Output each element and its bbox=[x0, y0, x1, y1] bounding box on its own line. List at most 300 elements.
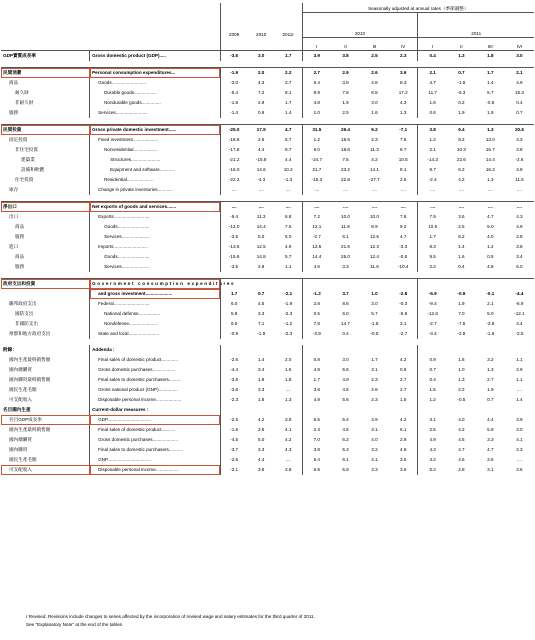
value-cell: 1.8 bbox=[257, 376, 265, 382]
value-cell: 3.4 bbox=[516, 253, 523, 259]
value-cell: -0.3 bbox=[399, 300, 408, 306]
value-cell: 3.0 bbox=[257, 52, 265, 58]
value-cell: .... bbox=[360, 202, 389, 213]
value-cell: -3.0 bbox=[220, 78, 247, 88]
value-cell: .... bbox=[285, 456, 291, 462]
value-cell: 2.9 bbox=[516, 366, 523, 372]
value-cell: 1.2 bbox=[487, 243, 494, 249]
value-cell: -2.4 bbox=[418, 175, 447, 185]
value-cell: 0.4 bbox=[418, 51, 447, 62]
value-cell: -1.8 bbox=[220, 98, 247, 108]
value-cell: .... bbox=[476, 202, 505, 213]
table-row bbox=[1, 135, 534, 145]
value-cell: 4.2 bbox=[257, 416, 265, 422]
value-cell: 4.8 bbox=[371, 79, 378, 85]
row-label-zh: 服務 bbox=[1, 108, 90, 118]
value-cell: 2.0 bbox=[248, 68, 275, 79]
row-label-zh: 固定投資 bbox=[1, 135, 90, 145]
value-cell: -1.2 bbox=[302, 289, 331, 299]
row-label-zh: 庫存 bbox=[1, 185, 90, 195]
value-cell: -0.9 bbox=[457, 290, 466, 296]
value-cell: 21.7 bbox=[302, 165, 331, 175]
row-label-zh: 名目GDP成長率 bbox=[1, 415, 90, 425]
value-cell: 1.2 bbox=[302, 135, 331, 145]
row-label-zh: 聯邦政府支出 bbox=[1, 299, 90, 309]
value-cell: 2.9 bbox=[257, 263, 265, 269]
value-cell: 0.7 bbox=[418, 365, 447, 375]
value-cell: 4.2 bbox=[400, 356, 407, 362]
row-label-en: Personal consumption expenditures... bbox=[90, 68, 221, 79]
value-cell: 2.6 bbox=[516, 466, 523, 472]
value-cell: 6.0 bbox=[220, 299, 247, 309]
value-cell: 3.5 bbox=[400, 456, 407, 462]
value-cell: -7.1 bbox=[389, 125, 418, 136]
value-cell: 3.0 bbox=[516, 52, 523, 58]
value-cell: 14.4 bbox=[256, 223, 266, 229]
value-cell: 6.8 bbox=[302, 465, 331, 475]
value-cell: -9.4 bbox=[418, 299, 447, 309]
value-cell bbox=[389, 345, 418, 355]
value-cell: -3.9 bbox=[302, 329, 331, 339]
value-cell: 7.2 bbox=[302, 212, 331, 222]
value-cell: 15.7 bbox=[485, 146, 495, 152]
value-cell: -1.6 bbox=[457, 79, 466, 85]
value-cell: 1.6 bbox=[458, 253, 465, 259]
value-cell: -1.8 bbox=[370, 320, 379, 326]
value-cell: 10.3 bbox=[456, 146, 466, 152]
value-cell: -1.9 bbox=[284, 300, 293, 306]
row-label-zh: 非住宅投資 bbox=[1, 145, 90, 155]
value-cell: 8.1 bbox=[400, 166, 407, 172]
value-cell: 1.9 bbox=[458, 109, 465, 115]
value-cell: -12.6 bbox=[418, 309, 447, 319]
value-cell: 0.7 bbox=[516, 109, 523, 115]
table-row bbox=[1, 279, 534, 290]
value-cell: -25.0 bbox=[220, 125, 247, 136]
value-cell: 5.7 bbox=[284, 253, 292, 259]
row-label-zh: 國防支出 bbox=[1, 309, 90, 319]
value-cell: -27.7 bbox=[369, 176, 380, 182]
row-label-en: Nonresidential................... bbox=[104, 146, 158, 152]
value-cell: -12.0 bbox=[220, 222, 247, 232]
value-cell: 2.9 bbox=[257, 99, 265, 105]
value-cell: 2.2 bbox=[275, 68, 302, 79]
value-cell: 2.7 bbox=[400, 386, 407, 392]
value-cell bbox=[418, 405, 447, 415]
value-cell: -14.3 bbox=[418, 155, 447, 165]
value-cell: 23.2 bbox=[341, 166, 350, 172]
value-cell: -5.4 bbox=[220, 88, 247, 98]
row-label-zh bbox=[1, 289, 90, 299]
value-cell bbox=[389, 405, 418, 415]
value-cell: 8.8 bbox=[371, 89, 378, 95]
value-cell: 0.9 bbox=[400, 366, 407, 372]
value-cell: 1.0 bbox=[302, 108, 331, 118]
value-cell: -2.3 bbox=[399, 243, 408, 249]
value-cell: 0.4 bbox=[516, 99, 523, 105]
value-cell: 6.7 bbox=[284, 136, 292, 142]
value-cell: 8.7 bbox=[284, 146, 292, 152]
value-cell: 8.3 bbox=[418, 242, 447, 252]
value-cell: 4.2 bbox=[458, 426, 465, 432]
value-cell bbox=[302, 345, 331, 355]
value-cell: .... bbox=[220, 185, 247, 195]
value-cell: -2.6 bbox=[220, 455, 247, 465]
value-cell: 3.7 bbox=[342, 290, 349, 296]
row-label-en: State and local........................ bbox=[98, 330, 160, 336]
value-cell: -0.5 bbox=[370, 330, 379, 336]
value-cell: 16.2 bbox=[485, 166, 495, 172]
table-row bbox=[1, 425, 534, 435]
value-cell: 3.0 bbox=[371, 300, 378, 306]
value-cell: 1.8 bbox=[284, 376, 292, 382]
table-row bbox=[1, 355, 534, 365]
value-cell: 3.6 bbox=[257, 466, 265, 472]
value-cell: 1.7 bbox=[476, 68, 505, 79]
value-cell: 0.2 bbox=[458, 99, 465, 105]
table-row bbox=[1, 289, 534, 299]
value-cell: -5.3 bbox=[457, 89, 466, 95]
value-cell: -2.3 bbox=[220, 395, 247, 405]
value-cell: .... bbox=[248, 202, 275, 213]
header-quarter: III bbox=[360, 38, 389, 51]
value-cell: -0.5 bbox=[486, 99, 495, 105]
value-cell: 7.1 bbox=[257, 320, 265, 326]
value-cell: 4.8 bbox=[302, 365, 331, 375]
value-cell: -5.9 bbox=[399, 310, 408, 316]
value-cell: 22.8 bbox=[341, 176, 350, 182]
value-cell: -2.5 bbox=[515, 330, 524, 336]
table-body bbox=[1, 51, 534, 476]
value-cell: 3.8 bbox=[342, 52, 349, 58]
value-cell: -3.4 bbox=[418, 329, 447, 339]
value-cell: 7.8 bbox=[342, 89, 349, 95]
value-cell bbox=[248, 405, 275, 415]
value-cell: 2.1 bbox=[418, 68, 447, 79]
value-cell: 1.7 bbox=[284, 52, 292, 58]
value-cell: 3.6 bbox=[389, 68, 418, 79]
value-cell: .... bbox=[516, 186, 522, 192]
row-label-en: Disposable personal income.................... bbox=[98, 396, 182, 402]
value-cell: 4.4 bbox=[257, 456, 265, 462]
value-cell: -0.9 bbox=[220, 329, 247, 339]
value-cell: -21.2 bbox=[220, 155, 247, 165]
value-cell: 3.8 bbox=[302, 445, 331, 455]
value-cell: 7.5 bbox=[342, 156, 349, 162]
table-row bbox=[1, 108, 534, 118]
header-group-2011: 2011 bbox=[418, 13, 534, 38]
value-cell: 1.2 bbox=[418, 395, 447, 405]
value-cell: 4.9 bbox=[302, 395, 331, 405]
value-cell: 1.6 bbox=[418, 98, 447, 108]
value-cell: 7.8 bbox=[400, 213, 407, 219]
value-cell: 1.4 bbox=[257, 356, 265, 362]
value-cell: 4.9 bbox=[418, 435, 447, 445]
value-cell: 6.2 bbox=[458, 166, 465, 172]
value-cell: 0.4 bbox=[342, 330, 349, 336]
value-cell: 4.7 bbox=[487, 213, 494, 219]
value-cell bbox=[302, 279, 331, 290]
value-cell: 4.3 bbox=[516, 213, 523, 219]
row-label-zh: 建築業 bbox=[1, 155, 90, 165]
value-cell: 4.0 bbox=[458, 416, 465, 422]
footnotes bbox=[26, 613, 315, 630]
value-cell: .... bbox=[516, 456, 522, 462]
value-cell: -9.4 bbox=[220, 212, 247, 222]
value-cell: -3.5 bbox=[220, 232, 247, 242]
value-cell: 9.2 bbox=[360, 125, 389, 136]
value-cell: 12.5 bbox=[302, 242, 331, 252]
value-cell: 4.4 bbox=[284, 156, 292, 162]
value-cell: -4.5 bbox=[220, 435, 247, 445]
value-cell: 2.5 bbox=[371, 52, 378, 58]
value-cell: -4.4 bbox=[220, 365, 247, 375]
value-cell: 5.0 bbox=[257, 233, 265, 239]
value-cell: 22.6 bbox=[456, 156, 466, 162]
value-cell: 5.6 bbox=[342, 366, 349, 372]
value-cell: 8.7 bbox=[418, 165, 447, 175]
value-cell: 5.7 bbox=[371, 310, 378, 316]
table-row bbox=[1, 78, 534, 88]
value-cell: 12.5 bbox=[256, 243, 266, 249]
value-cell: 1.0 bbox=[458, 366, 465, 372]
header-year-2010: 2010 bbox=[256, 31, 267, 37]
value-cell: 1.4 bbox=[516, 396, 523, 402]
row-label-zh: 國內購買最終銷售額 bbox=[1, 375, 90, 385]
value-cell: 5.3 bbox=[342, 446, 349, 452]
row-label-en: Goods........................... bbox=[98, 79, 147, 85]
table-row bbox=[1, 345, 534, 355]
header-quarter: II bbox=[331, 38, 360, 51]
value-cell: 6.4 bbox=[447, 125, 476, 136]
row-label-en: Gross private domestic investment...... bbox=[90, 125, 221, 136]
value-cell: 17.2 bbox=[398, 89, 408, 95]
value-cell: 4.7 bbox=[418, 78, 447, 88]
value-cell: 2.9 bbox=[331, 68, 360, 79]
value-cell bbox=[331, 405, 360, 415]
value-cell: 1.4 bbox=[284, 109, 292, 115]
value-cell: .... bbox=[275, 202, 302, 213]
value-cell: -3.5 bbox=[220, 51, 247, 62]
row-label-zh: 可支配收入 bbox=[1, 395, 90, 405]
value-cell: 1.7 bbox=[284, 99, 292, 105]
value-cell: 2.6 bbox=[360, 68, 389, 79]
row-label-en: Fixed investment.................... bbox=[98, 136, 159, 142]
value-cell bbox=[360, 279, 389, 290]
table-row bbox=[1, 405, 534, 415]
header-year-2011: 2011r bbox=[282, 31, 294, 37]
value-cell: -3.7 bbox=[220, 445, 247, 455]
row-label-zh: 國內購買 bbox=[1, 445, 90, 455]
value-cell: 7.0 bbox=[302, 435, 331, 445]
value-cell: 5.7 bbox=[487, 89, 494, 95]
value-cell: 1.1 bbox=[516, 356, 523, 362]
value-cell: -22.2 bbox=[220, 175, 247, 185]
value-cell: 2.3 bbox=[371, 136, 378, 142]
value-cell: 14.1 bbox=[370, 166, 379, 172]
value-cell: 2.6 bbox=[257, 136, 265, 142]
table-row bbox=[1, 299, 534, 309]
header-quarter: IIIr bbox=[476, 38, 505, 51]
value-cell: 12.4 bbox=[370, 253, 379, 259]
value-cell: 1.9 bbox=[487, 386, 494, 392]
value-cell: 1.6 bbox=[284, 366, 292, 372]
value-cell: 10.6 bbox=[418, 222, 447, 232]
value-cell: 1.4 bbox=[458, 243, 465, 249]
value-cell: .... bbox=[516, 386, 522, 392]
value-cell: 3.9 bbox=[284, 416, 292, 422]
value-cell: 2.0 bbox=[284, 356, 292, 362]
value-cell: 6.2 bbox=[458, 233, 465, 239]
value-cell: 5.0 bbox=[487, 223, 494, 229]
value-cell: 6.2 bbox=[342, 436, 349, 442]
row-label-zh: 住宅投資 bbox=[1, 175, 90, 185]
row-label-en: GDP.................................. bbox=[90, 415, 221, 425]
row-label-zh: 國內生產最終銷售額 bbox=[1, 355, 90, 365]
value-cell: -0.5 bbox=[457, 396, 466, 402]
value-cell: 1.0 bbox=[371, 290, 378, 296]
row-label-zh: 可支配收入 bbox=[1, 465, 90, 475]
row-label-en: Durable goods.................. bbox=[104, 89, 157, 95]
value-cell: 4.1 bbox=[516, 436, 523, 442]
value-cell: 4.3 bbox=[257, 79, 265, 85]
value-cell: 6.1 bbox=[400, 426, 407, 432]
table-row bbox=[1, 309, 534, 319]
row-label-en: Goods......................... bbox=[104, 223, 150, 229]
value-cell: 4.5 bbox=[458, 436, 465, 442]
value-cell: 2.1 bbox=[418, 145, 447, 155]
value-cell: 2.7 bbox=[400, 376, 407, 382]
value-cell: 18.6 bbox=[341, 146, 350, 152]
value-cell bbox=[505, 345, 534, 355]
value-cell: 14.8 bbox=[256, 253, 266, 259]
table-row bbox=[1, 465, 534, 475]
value-cell: -2.7 bbox=[399, 330, 408, 336]
value-cell: -2.3 bbox=[284, 310, 293, 316]
value-cell: 2.2 bbox=[418, 262, 447, 272]
value-cell: .... bbox=[302, 202, 331, 213]
row-label-en: Services...................... bbox=[104, 263, 150, 269]
value-cell: 4.8 bbox=[487, 263, 494, 269]
row-label-zh: 淨出口 bbox=[1, 202, 90, 213]
value-cell: 3.1 bbox=[487, 466, 494, 472]
value-cell: 3.5 bbox=[400, 466, 407, 472]
row-label-zh: 商品 bbox=[1, 222, 90, 232]
value-cell: 2.1 bbox=[505, 68, 534, 79]
row-label-zh: GDP實質成長率 bbox=[1, 51, 90, 62]
value-cell bbox=[275, 405, 302, 415]
value-cell bbox=[476, 345, 505, 355]
value-cell: 7.8 bbox=[302, 319, 331, 329]
value-cell: 5.9 bbox=[342, 466, 349, 472]
row-label-en: Gross domestic product (GDP)..... bbox=[92, 52, 166, 58]
value-cell: 1.1 bbox=[284, 263, 292, 269]
value-cell: -2.1 bbox=[284, 290, 293, 296]
table-row bbox=[1, 415, 534, 425]
value-cell: 8.8 bbox=[342, 300, 349, 306]
row-label-en: Government consumption expenditures bbox=[90, 279, 221, 290]
value-cell: 3.1 bbox=[371, 366, 378, 372]
value-cell bbox=[275, 345, 302, 355]
value-cell: 4.9 bbox=[516, 223, 523, 229]
value-cell: 3.8 bbox=[516, 243, 523, 249]
value-cell: 2.8 bbox=[371, 386, 378, 392]
value-cell: 12.1 bbox=[302, 222, 331, 232]
value-cell: 4.0 bbox=[487, 233, 494, 239]
value-cell: 6.0 bbox=[342, 310, 349, 316]
value-cell: .... bbox=[418, 202, 447, 213]
value-cell: -2.6 bbox=[515, 156, 524, 162]
row-label-zh: 設備和軟體 bbox=[1, 165, 90, 175]
value-cell: -16.0 bbox=[220, 165, 247, 175]
value-cell bbox=[418, 345, 447, 355]
value-cell: .... bbox=[447, 202, 476, 213]
header-quarter: IV bbox=[389, 38, 418, 51]
value-cell bbox=[302, 405, 331, 415]
value-cell: 2.3 bbox=[371, 376, 378, 382]
value-cell: 3.9 bbox=[302, 51, 331, 62]
value-cell: 7.5 bbox=[400, 136, 407, 142]
value-cell: 8.7 bbox=[400, 146, 407, 152]
value-cell: 14.6 bbox=[256, 166, 266, 172]
row-label-zh: 商品 bbox=[1, 252, 90, 262]
value-cell: 3.0 bbox=[342, 356, 349, 362]
row-label-en: Imports........................... bbox=[98, 243, 148, 249]
value-cell bbox=[476, 279, 505, 290]
value-cell: 8.1 bbox=[284, 89, 292, 95]
value-cell: 2.0 bbox=[516, 426, 523, 432]
row-label-en: Structures....................... bbox=[110, 156, 161, 162]
value-cell: 0.8 bbox=[302, 355, 331, 365]
value-cell: -5.9 bbox=[418, 289, 447, 299]
value-cell bbox=[360, 405, 389, 415]
table-row bbox=[1, 455, 534, 465]
header-quarter: I bbox=[418, 38, 447, 51]
value-cell: 2.3 bbox=[302, 425, 331, 435]
value-cell: 3.8 bbox=[418, 125, 447, 136]
value-cell: 5.0 bbox=[284, 233, 292, 239]
table-row bbox=[1, 252, 534, 262]
value-cell: 6.0 bbox=[516, 263, 523, 269]
value-cell: 14.4 bbox=[485, 156, 495, 162]
value-cell: -24.7 bbox=[302, 155, 331, 165]
value-cell: 6.5 bbox=[220, 319, 247, 329]
table-header bbox=[1, 3, 534, 51]
value-cell: 14.4 bbox=[302, 252, 331, 262]
value-cell bbox=[220, 405, 247, 415]
value-cell: 2.7 bbox=[302, 68, 331, 79]
value-cell bbox=[360, 345, 389, 355]
value-cell: 3.9 bbox=[371, 416, 378, 422]
value-cell: 4.8 bbox=[400, 446, 407, 452]
value-cell: 6.1 bbox=[342, 456, 349, 462]
table-row bbox=[1, 88, 534, 98]
row-label-zh: 服務 bbox=[1, 232, 90, 242]
value-cell: -2.5 bbox=[220, 415, 247, 425]
value-cell: 4.7 bbox=[487, 446, 494, 452]
table-row bbox=[1, 232, 534, 242]
value-cell: .... bbox=[258, 186, 264, 192]
value-cell: 3.6 bbox=[458, 213, 465, 219]
value-cell: -6.9 bbox=[515, 300, 524, 306]
value-cell: 3.8 bbox=[302, 385, 331, 395]
row-label-zh: 出口 bbox=[1, 212, 90, 222]
row-label-en: Disposable personal income.................. bbox=[90, 465, 221, 475]
value-cell: 8.3 bbox=[400, 79, 407, 85]
value-cell: -1.8 bbox=[257, 330, 266, 336]
value-cell: -2.3 bbox=[284, 330, 293, 336]
table-row bbox=[1, 202, 534, 213]
